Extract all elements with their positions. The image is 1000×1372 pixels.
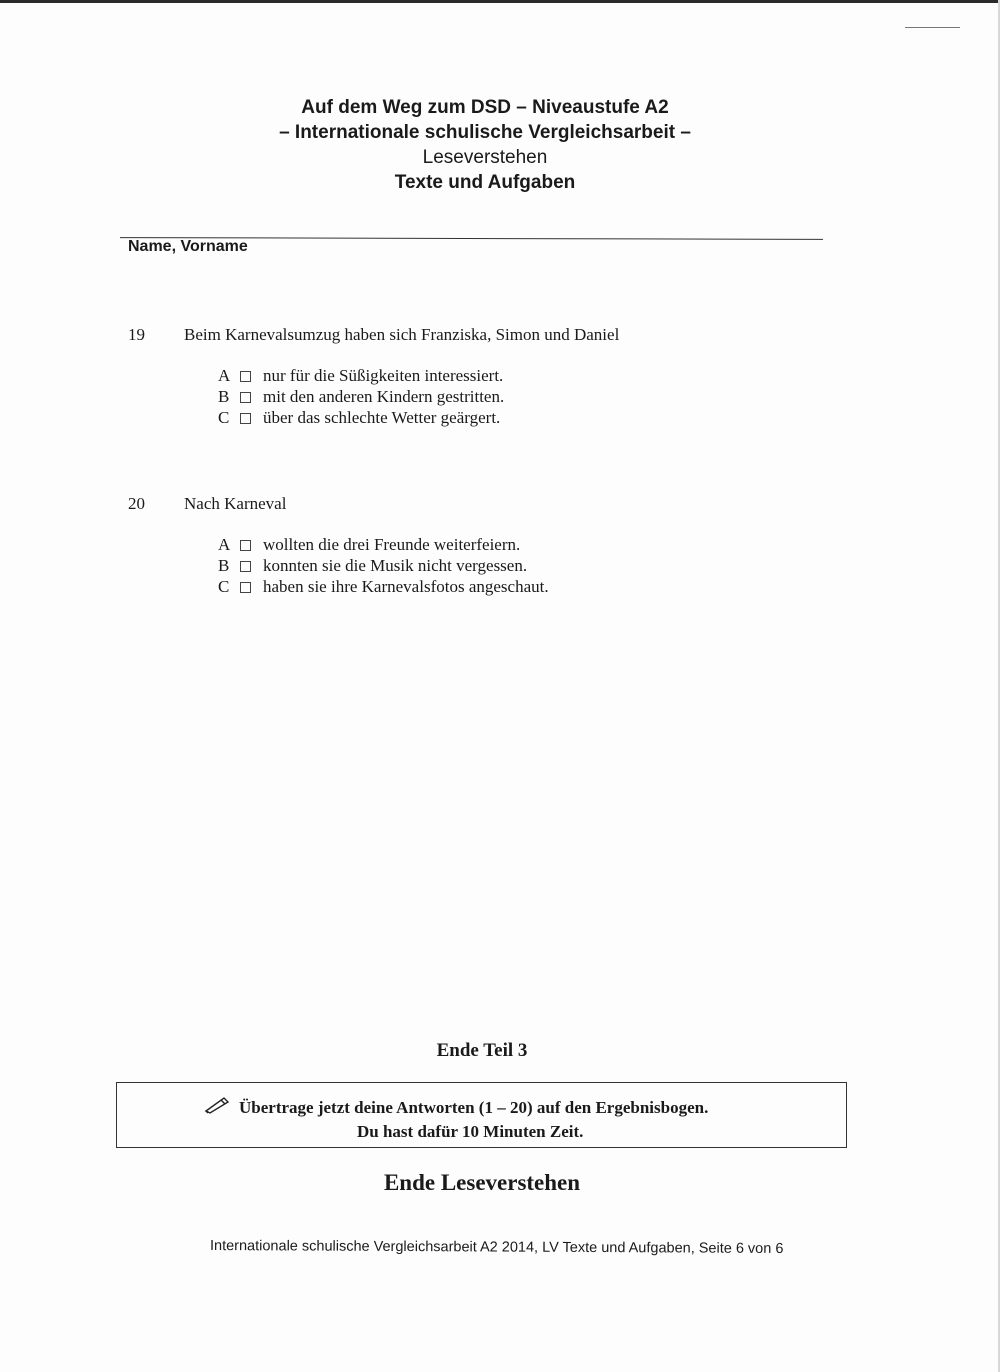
option-b <box>218 555 549 576</box>
question-text: Nach Karneval <box>184 494 287 513</box>
notice-instruction: Übertrage jetzt deine Antworten (1 – 20) auf den Ergebnisbogen. <box>239 1098 709 1117</box>
question-number: 19 <box>128 325 145 344</box>
option-letter: B <box>218 387 230 406</box>
option-text: konnten sie die Musik nicht vergessen. <box>263 556 528 575</box>
option-a <box>218 365 504 386</box>
option-b <box>218 386 504 407</box>
notice-time: Du hast dafür 10 Minuten Zeit. <box>357 1122 584 1141</box>
option-letter: B <box>218 556 230 575</box>
option-letter: C <box>218 577 230 596</box>
option-letter: A <box>218 535 231 554</box>
notice-box <box>116 1082 847 1148</box>
checkbox[interactable] <box>240 413 251 424</box>
option-text: mit den anderen Kindern gestritten. <box>263 387 505 406</box>
name-label: Name, Vorname <box>128 238 248 255</box>
option-text: haben sie ihre Karnevalsfotos angeschaut. <box>263 577 549 596</box>
header-section: Leseverstehen <box>422 147 548 168</box>
question-text: Beim Karnevalsumzug haben sich Franziska, Simon und Daniel <box>184 325 620 344</box>
corner-mark <box>905 27 960 28</box>
document-header <box>170 95 800 195</box>
end-reading-heading <box>0 1170 1000 1196</box>
end-reading-text: Ende Leseverstehen <box>383 1170 581 1195</box>
header-title: Auf dem Weg zum DSD – Niveaustufe A2 <box>301 97 669 118</box>
option-letter: A <box>218 366 231 385</box>
checkbox[interactable] <box>240 561 251 572</box>
header-part: Texte und Aufgaben <box>394 172 576 193</box>
option-c <box>218 576 549 597</box>
end-part-heading <box>0 1040 1000 1062</box>
checkbox[interactable] <box>240 540 251 551</box>
option-letter: C <box>218 408 230 427</box>
checkbox[interactable] <box>240 582 251 593</box>
pencil-icon <box>203 1094 231 1114</box>
option-c <box>218 407 504 428</box>
checkbox[interactable] <box>240 371 251 382</box>
option-text: wollten die drei Freunde weiterfeiern. <box>263 535 521 554</box>
answer-options <box>218 365 504 428</box>
page-footer: Internationale schulische Vergleichsarbeit A2 2014, LV Texte und Aufgaben, Seite 6 von 6 <box>209 1238 784 1258</box>
checkbox[interactable] <box>240 392 251 403</box>
scan-top-edge <box>0 0 1000 3</box>
question-number: 20 <box>128 494 145 513</box>
option-text: nur für die Süßigkeiten interessiert. <box>263 366 504 385</box>
end-part-text: Ende Teil 3 <box>436 1040 528 1061</box>
header-subtitle: – Internationale schulische Vergleichsarbeit – <box>279 122 691 143</box>
answer-options <box>218 534 549 597</box>
option-a <box>218 534 549 555</box>
option-text: über das schlechte Wetter geärgert. <box>263 408 501 427</box>
